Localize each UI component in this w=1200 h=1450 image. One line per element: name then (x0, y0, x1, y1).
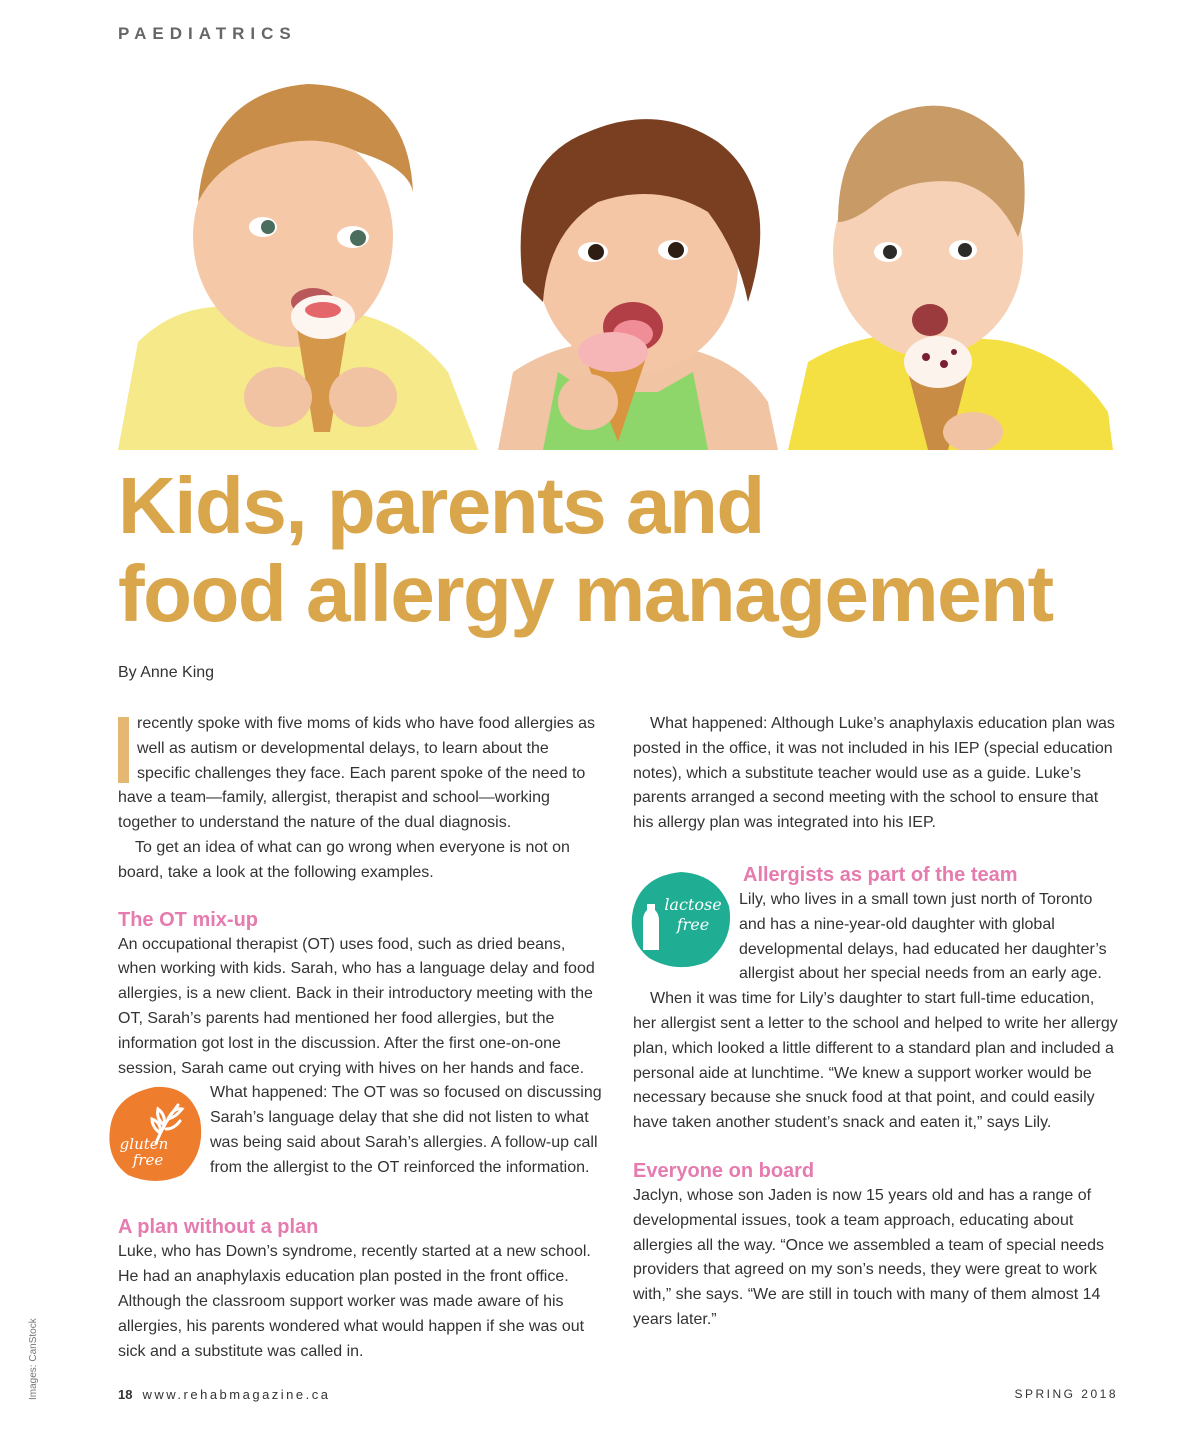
article-title-line-2: food allergy management (118, 549, 1053, 638)
left-column (118, 712, 606, 1364)
intro-paragraph-text: recently spoke with five moms of kids who have food allergies as well as autism or developmental delays, to learn about the specific challenges they face. Each parent spoke of the need to have a team—family, allergist, therapist and school—working together to understand the nature of the dual diagnosis. (118, 715, 595, 832)
right-column (633, 712, 1121, 1333)
lily-paragraph-1: Lily, who lives in a small town just north of Toronto and has a nine-year-old daughter with global developmental delays, had educated her daughter’s allergist about her special needs from an early age. (739, 890, 1107, 983)
subhead-everyone-on-board: Everyone on board (633, 1159, 815, 1182)
svg-text:free: free (676, 914, 710, 934)
article-title (118, 462, 1138, 638)
intro-paragraph-2: To get an idea of what can go wrong when everyone is not on board, take a look at the following examples. (118, 838, 570, 881)
page-number: 18 (118, 1387, 133, 1402)
subhead-ot-mixup: The OT mix-up (118, 908, 258, 931)
subhead-allergists-team: Allergists as part of the team (743, 863, 1018, 886)
lactose-free-badge (627, 870, 737, 970)
subhead-plan-without-plan: A plan without a plan (118, 1216, 319, 1239)
ot-paragraph-1: An occupational therapist (OT) uses food, such as dried beans, when working with kids. Sarah, who has a language delay and food allergies, is a new client. Back in their introductory meeting with the OT, Sarah’s parents had mentioned her food allergies, but the information got lost in the discussion. After the first one-on-one session, Sarah came out crying with hives on her hands and face. (118, 935, 595, 1077)
footer-left (118, 1387, 331, 1402)
gluten-free-icon (104, 1083, 206, 1185)
intro-paragraph (118, 712, 606, 836)
article-title-line-1: Kids, parents and (118, 461, 764, 550)
jaclyn-paragraph: Jaclyn, whose son Jaden is now 15 years old and has a range of developmental issues, took a team approach, educating about allergies all the way. “Once we assembled a team of special needs providers that agreed on my son’s needs, they were great to work with,” she says. “We are still in touch with many of them almost 14 years later.” (633, 1186, 1105, 1328)
luke-paragraph-1: Luke, who has Down’s syndrome, recently started at a new school. He had an anaphylaxis education plan posted in the front office. Although the classroom support worker was made aware of his allergies, his parents wondered what would happen if she was out sick and a substitute was called in. (118, 1243, 591, 1360)
lactose-free-icon (627, 870, 735, 970)
ot-paragraph-2-wrap (118, 1081, 606, 1180)
hero-photo (118, 72, 1118, 450)
child-middle-figure (498, 119, 778, 450)
lily-paragraph-2: When it was time for Lily’s daughter to start full-time education, her allergist sent a letter to the school and helped to write her allergy plan, which looked a little different to a standard plan and included a personal aide at lunchtime. “We knew a support worker would be necessary because she snuck food at that point, and could easily have taken another student’s snack and eaten it,” says Lily. (633, 990, 1118, 1132)
lactose-word: lactose (664, 894, 722, 914)
luke-paragraph-2: What happened: Although Luke’s anaphylaxis education plan was posted in the office, it was not included in his IEP (special education notes), which a substitute teacher would use as a guide. Luke’s parents arranged a second meeting with the school to ensure that his allergy plan was integrated into his IEP. (633, 715, 1115, 832)
lily-paragraph-1-wrap (633, 888, 1121, 987)
gluten-word: gluten (119, 1135, 169, 1154)
child-right-figure (788, 106, 1113, 450)
section-label: PAEDIATRICS (118, 24, 297, 43)
svg-text:free: free (132, 1151, 164, 1170)
issue-label: SPRING 2018 (1014, 1387, 1118, 1401)
ot-paragraph-2: What happened: The OT was so focused on discussing Sarah’s language delay that she did not listen to what was being said about Sarah’s allergies. A follow-up call from the allergist to the OT reinforced the information. (210, 1084, 602, 1176)
byline: By Anne King (118, 664, 215, 681)
child-left-figure (118, 84, 478, 450)
drop-cap (118, 717, 129, 783)
footer-url[interactable]: www.rehabmagazine.ca (142, 1387, 331, 1402)
gluten-free-badge (104, 1083, 206, 1193)
image-credit: Images: CanStock (28, 1318, 39, 1400)
